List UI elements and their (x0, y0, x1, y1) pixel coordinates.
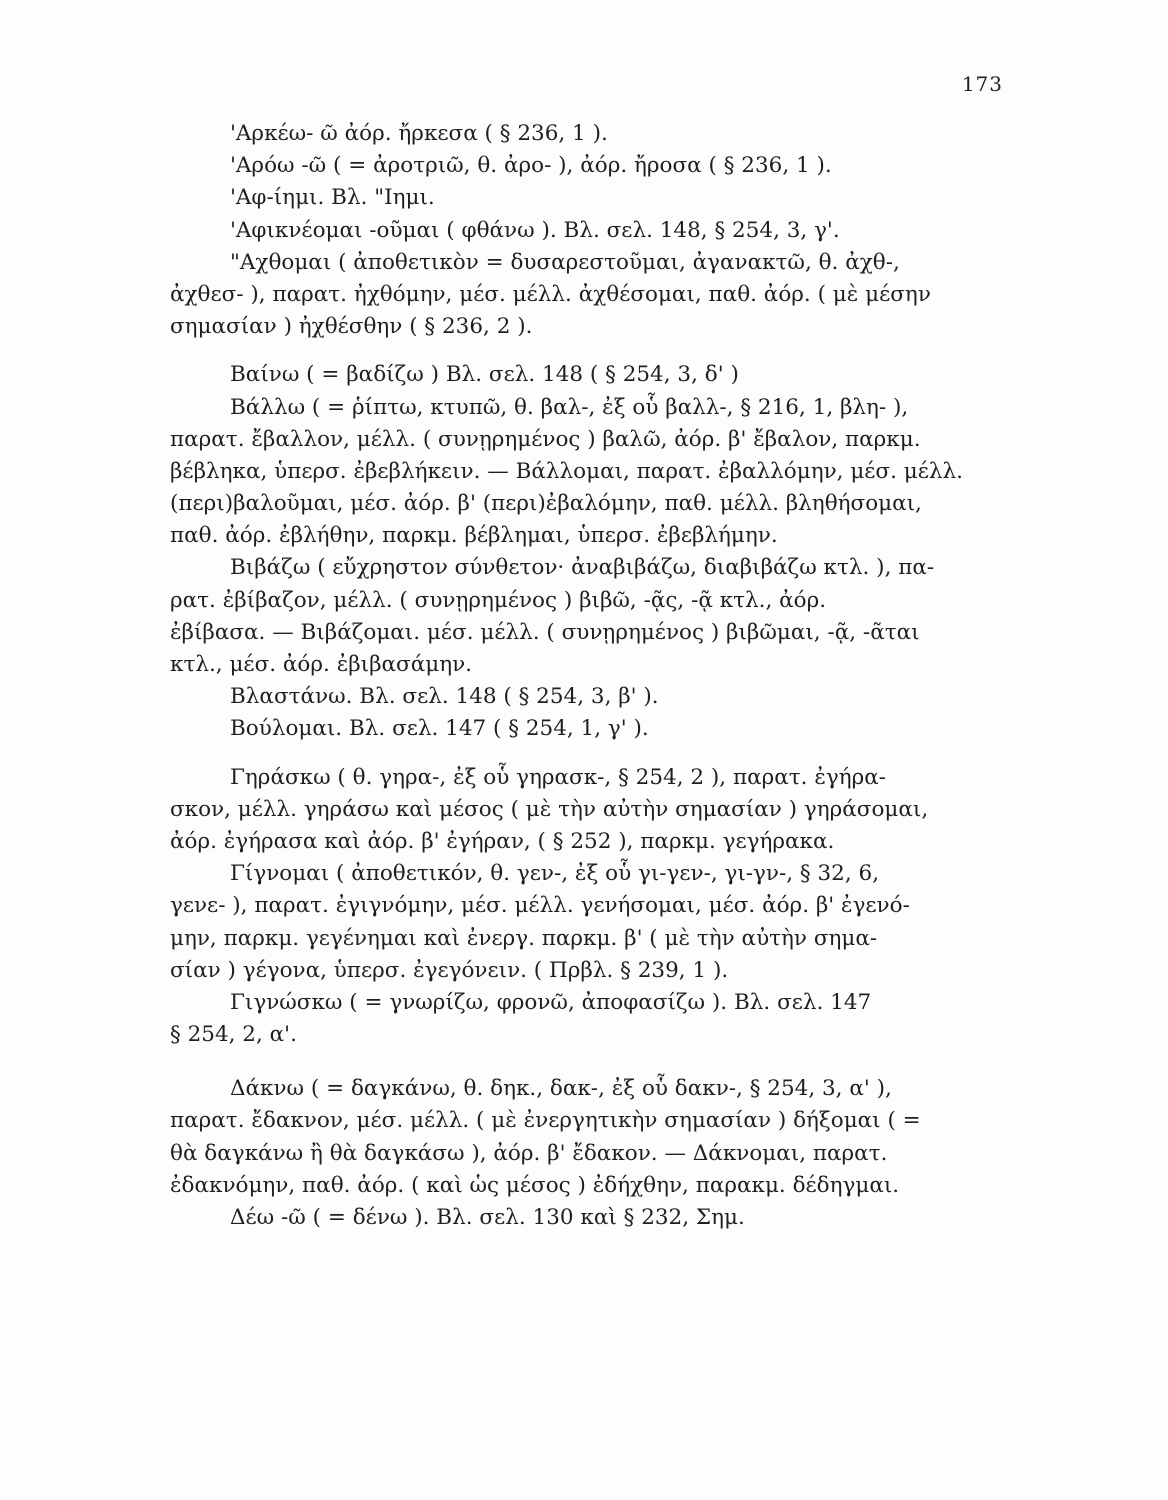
text-line: παρατ. ἔβαλλον, μέλλ. ( συνῃρημένος ) βαλῶ, ἀόρ. β' ἔβαλον, παρκμ. (170, 426, 921, 452)
text-line: Γίγνομαι ( ἀποθετικόν, θ. γεν-, ἐξ οὗ γι-γεν-, γι-γν-, § 32, 6, (230, 861, 880, 887)
text-line: Βιβάζω ( εὔχρηστον σύνθετον· ἀναβιβάζω, διαβιβάζω κτλ. ), πα- (230, 555, 935, 581)
text-line: κτλ., μέσ. ἀόρ. ἐβιβασάμην. (170, 652, 472, 677)
text-line: (περι)βαλοῦμαι, μέσ. ἀόρ. β' (περι)ἐβαλόμην, παθ. μέλλ. βληθήσομαι, (170, 491, 922, 517)
text-line: σημασίαν ) ἠχθέσθην ( § 236, 2 ). (170, 314, 533, 340)
text-line: 'Αρόω -ῶ ( = ἀροτριῶ, θ. ἀρο- ), ἀόρ. ἤροσα ( § 236, 1 ). (230, 153, 832, 179)
text-line: ἐδακνόμην, παθ. ἀόρ. ( καὶ ὡς μέσος ) ἐδήχθην, παρακμ. δέδηγμαι. (170, 1172, 900, 1198)
text-line: Βλαστάνω. Βλ. σελ. 148 ( § 254, 3, β' ). (230, 684, 659, 710)
text-line: Βούλομαι. Βλ. σελ. 147 ( § 254, 1, γ' ). (230, 716, 649, 742)
text-line: παρατ. ἔδακνον, μέσ. μέλλ. ( μὲ ἐνεργητικὴν σημασίαν ) δήξομαι ( = (170, 1108, 921, 1134)
page-number: 173 (961, 72, 1003, 96)
text-line: "Αχθομαι ( ἀποθετικὸν = δυσαρεστοῦμαι, ἀγανακτῶ, θ. ἀχθ-, (230, 249, 900, 275)
text-line: ρατ. ἐβίβαζον, μέλλ. ( συνῃρημένος ) βιβῶ, -ᾷς, -ᾷ κτλ., ἀόρ. (170, 587, 827, 613)
text-line: ἀόρ. ἐγήρασα καὶ ἀόρ. β' ἐγήραν, ( § 252 ), παρκμ. γεγήρακα. (170, 828, 835, 854)
text-line: 'Αρκέω- ῶ ἀόρ. ἤρκεσα ( § 236, 1 ). (230, 121, 608, 146)
section-spacer (170, 1051, 1008, 1073)
text-line: § 254, 2, α'. (170, 1022, 297, 1048)
text-line: Γηράσκω ( θ. γηρα-, ἐξ οὗ γηρασκ-, § 254, 2 ), παρατ. ἐγήρα- (230, 764, 887, 790)
text-line: 'Αφικνέομαι -οῦμαι ( φθάνω ). Βλ. σελ. 148, § 254, 3, γ'. (230, 217, 840, 243)
text-line: 'Αφ-ίημι. Βλ. "Ιημι. (230, 185, 435, 211)
text-line: σκον, μέλλ. γηράσω καὶ μέσος ( μὲ τὴν αὐτὴν σημασίαν ) γηράσομαι, (170, 796, 929, 822)
section-spacer (170, 343, 1008, 359)
text-line: σίαν ) γέγονα, ὑπερσ. ἐγεγόνειν. ( Πρβλ. § 239, 1 ). (170, 957, 729, 983)
text-line: θὰ δαγκάνω ἢ θὰ δαγκάσω ), ἀόρ. β' ἔδακον. — Δάκνομαι, παρατ. (170, 1140, 888, 1166)
text-line: βέβληκα, ὑπερσ. ἐβεβλήκειν. — Βάλλομαι, παρατ. ἐβαλλόμην, μέσ. μέλλ. (170, 458, 963, 484)
section-spacer (170, 746, 1008, 762)
text-line: ἐβίβασα. — Βιβάζομαι. μέσ. μέλλ. ( συνῃρημένος ) βιβῶμαι, -ᾷ, -ᾶται (170, 619, 920, 645)
text-line: παθ. ἀόρ. ἐβλήθην, παρκμ. βέβλημαι, ὑπερσ. ἐβεβλήμην. (170, 523, 778, 549)
text-line: Δάκνω ( = δαγκάνω, θ. δηκ., δακ-, ἐξ οὗ δακν-, § 254, 3, α' ), (230, 1076, 892, 1102)
text-line: Δέω -ῶ ( = δένω ). Βλ. σελ. 130 καὶ § 232, Σημ. (230, 1205, 745, 1230)
page-text (170, 118, 1008, 1234)
text-line: μην, παρκμ. γεγένημαι καὶ ἐνεργ. παρκμ. β' ( μὲ τὴν αὐτὴν σημα- (170, 925, 878, 951)
text-line: γενε- ), παρατ. ἐγιγνόμην, μέσ. μέλλ. γενήσομαι, μέσ. ἀόρ. β' ἐγενό- (170, 893, 910, 919)
text-line: Βαίνω ( = βαδίζω ) Βλ. σελ. 148 ( § 254, 3, δ' ) (230, 362, 739, 388)
text-line: Βάλλω ( = ῥίπτω, κτυπῶ, θ. βαλ-, ἐξ οὗ βαλλ-, § 216, 1, βλη- ), (230, 394, 909, 420)
text-line: ἀχθεσ- ), παρατ. ἠχθόμην, μέσ. μέλλ. ἀχθέσομαι, παθ. ἀόρ. ( μὲ μέσην (170, 281, 931, 307)
text-line: Γιγνώσκω ( = γνωρίζω, φρονῶ, ἀποφασίζω ). Βλ. σελ. 147 (230, 989, 872, 1015)
